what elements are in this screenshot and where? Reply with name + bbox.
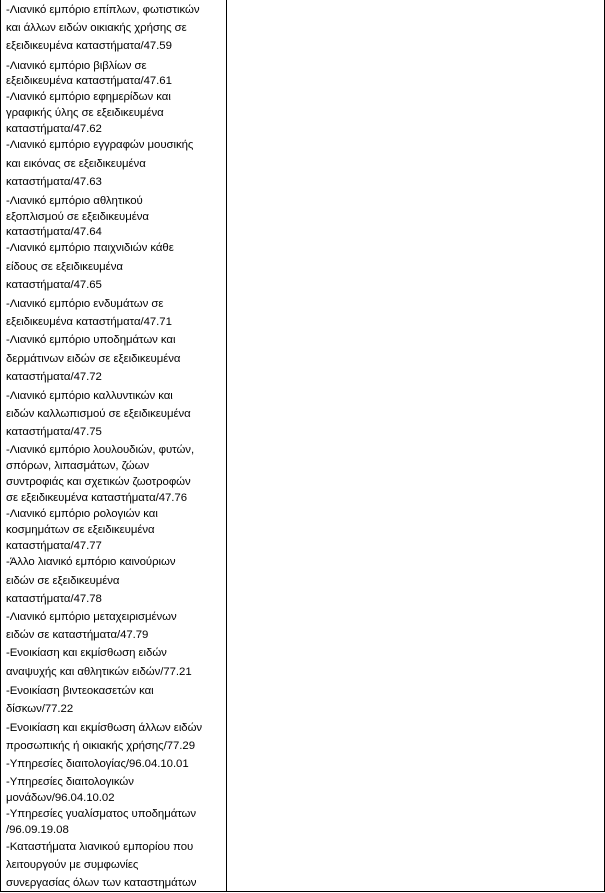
text-line: συνεργασίας όλων των καταστημάτων [6, 877, 197, 889]
text-line: καταστήματα/47.78 [6, 593, 102, 605]
text-line: καταστήματα/47.62 [6, 123, 102, 135]
text-line: καταστήματα/47.65 [6, 279, 102, 291]
text-line: -Λιανικό εμπόριο βιβλίων σε [6, 60, 147, 72]
text-line: καταστήματα/47.72 [6, 371, 102, 383]
text-line: εξειδικευμένα καταστήματα/47.71 [6, 316, 172, 328]
text-line: εξοπλισμού σε εξειδικευμένα [6, 211, 149, 223]
text-line: ειδών σε καταστήματα/47.79 [6, 629, 149, 641]
text-line: -Λιανικό εμπόριο λουλουδιών, φυτών, [6, 444, 195, 456]
text-line: -Ενοικίαση και εκμίσθωση ειδών [6, 647, 167, 659]
text-line: ειδών καλλωπισμού σε εξειδικευμένα [6, 408, 191, 420]
text-line: κοσμημάτων σε εξειδικευμένα [6, 524, 155, 536]
text-line: -Ενοικίαση και εκμίσθωση άλλων ειδών [6, 722, 203, 734]
text-line: προσωπικής ή οικιακής χρήσης/77.29 [6, 740, 195, 752]
text-line: -Λιανικό εμπόριο καλλυντικών και [6, 390, 173, 402]
text-line: -Ενοικίαση βιντεοκασετών και [6, 685, 154, 697]
text-line: καταστήματα/47.64 [6, 226, 102, 238]
text-line: σε εξειδικευμένα καταστήματα/47.76 [6, 492, 187, 504]
text-line: -Λιανικό εμπόριο ενδυμάτων σε [6, 298, 164, 310]
text-line: αναψυχής και αθλητικών ειδών/77.21 [6, 666, 192, 678]
text-line: συντροφιάς και σχετικών ζωοτροφών [6, 476, 191, 488]
text-line: -Λιανικό εμπόριο αθλητικού [6, 195, 143, 207]
text-line: -Λιανικό εμπόριο ρολογιών και [6, 508, 158, 520]
text-line: -Λιανικό εμπόριο εφημερίδων και [6, 91, 171, 103]
text-line: καταστήματα/47.63 [6, 176, 102, 188]
text-line: λειτουργούν με συμφωνίες [6, 859, 139, 871]
text-line: /96.09.19.08 [6, 824, 69, 836]
text-line: -Λιανικό εμπόριο επίπλων, φωτιστικών [6, 4, 200, 16]
text-line: και εικόνας σε εξειδικευμένα [6, 158, 146, 170]
text-line: δερμάτινων ειδών σε εξειδικευμένα [6, 353, 181, 365]
text-line: εξειδικευμένα καταστήματα/47.61 [6, 75, 172, 87]
text-line: καταστήματα/47.77 [6, 540, 102, 552]
text-line: ειδών σε εξειδικευμένα [6, 575, 120, 587]
activity-list-cell [1, 0, 226, 891]
text-line: δίσκων/77.22 [6, 703, 74, 715]
text-line: και άλλων ειδών οικιακής χρήσης σε [6, 22, 187, 34]
text-line: -Λιανικό εμπόριο μεταχειρισμένων [6, 611, 177, 623]
text-line: καταστήματα/47.75 [6, 426, 102, 438]
text-line: -Καταστήματα λιανικού εμπορίου που [6, 841, 194, 853]
text-line: -Λιανικό εμπόριο υποδημάτων και [6, 334, 176, 346]
text-line: -Υπηρεσίες διαιτολογικών [6, 776, 134, 788]
text-line: -Υπηρεσίες γυαλίσματος υποδημάτων [6, 808, 197, 820]
text-line: εξειδικευμένα καταστήματα/47.59 [6, 40, 172, 52]
text-line: -Λιανικό εμπόριο παιχνιδιών κάθε [6, 242, 174, 254]
text-line: γραφικής ύλης σε εξειδικευμένα [6, 107, 164, 119]
text-line: -Άλλο λιανικό εμπόριο καινούριων [6, 556, 176, 568]
text-line: -Υπηρεσίες διαιτολογίας/96.04.10.01 [6, 758, 189, 770]
text-line: μονάδων/96.04.10.02 [6, 792, 115, 804]
text-line: -Λιανικό εμπόριο εγγραφών μουσικής [6, 139, 194, 151]
text-line: σπόρων, λιπασμάτων, ζώων [6, 460, 150, 472]
text-line: είδους σε εξειδικευμένα [6, 261, 123, 273]
empty-right-cell [227, 0, 604, 891]
